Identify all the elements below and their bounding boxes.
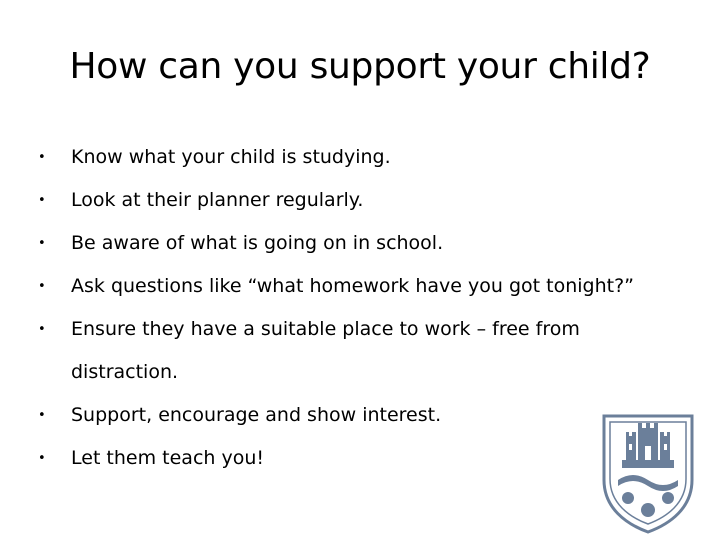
bullet-text-continuation: distraction.: [71, 361, 179, 383]
bullet-marker: •: [38, 408, 46, 423]
bullet-text: Know what your child is studying.: [71, 146, 391, 168]
bullet-text: Look at their planner regularly.: [71, 189, 364, 211]
bullet-text: Ensure they have a suitable place to work – free from: [71, 318, 580, 340]
bullet-item: [38, 308, 638, 394]
bullet-item: [38, 222, 638, 265]
bullet-marker: •: [38, 279, 46, 294]
bullet-marker: •: [38, 236, 46, 251]
slide-title: How can you support your child?: [69, 46, 651, 87]
bullet-text: Support, encourage and show interest.: [71, 404, 442, 426]
bullet-item: [38, 394, 638, 437]
bullet-text: Let them teach you!: [71, 447, 264, 469]
bullet-item: [38, 179, 638, 222]
bullet-item: [38, 265, 638, 308]
bullet-item: [38, 136, 638, 179]
bullet-item: [38, 437, 638, 480]
bullet-marker: •: [38, 193, 46, 208]
bullet-list: [38, 136, 638, 480]
bullet-marker: •: [38, 451, 46, 466]
bullet-text: Ask questions like “what homework have you got tonight?”: [71, 275, 634, 297]
bullet-marker: •: [38, 150, 46, 165]
bullet-marker: •: [38, 322, 46, 337]
school-crest-icon: [598, 410, 698, 535]
bullet-text: Be aware of what is going on in school.: [71, 232, 444, 254]
